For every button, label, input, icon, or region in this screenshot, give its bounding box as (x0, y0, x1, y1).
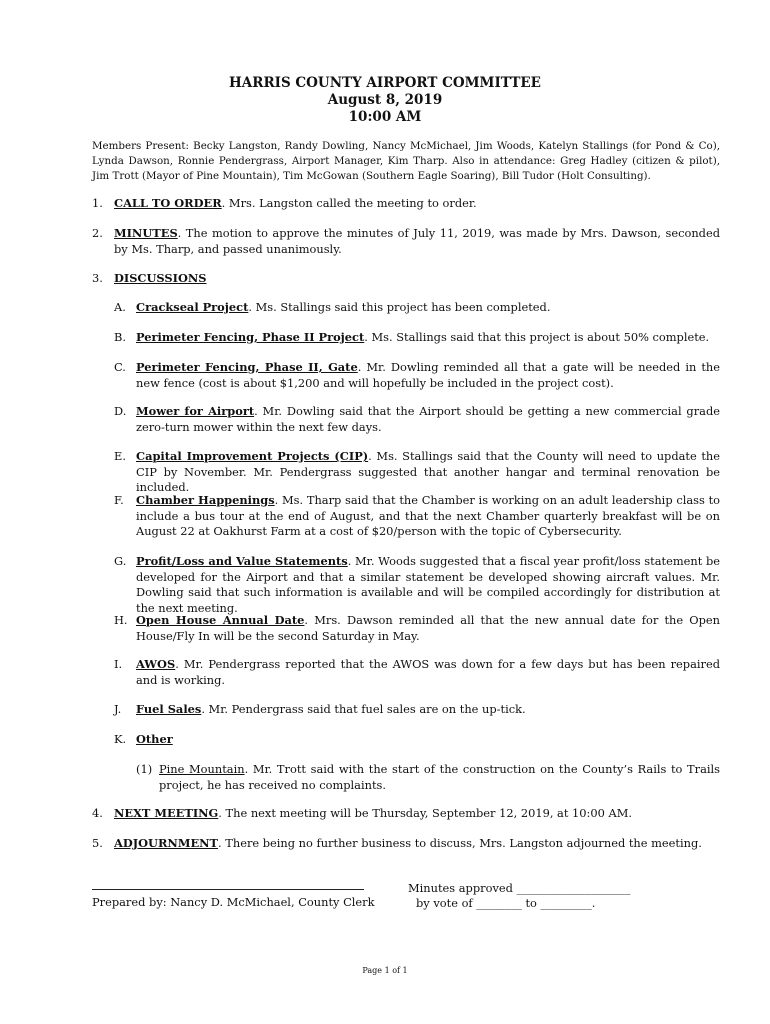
discussion-heading: Other (136, 732, 173, 746)
discussion-heading: Mower for Airport (136, 404, 255, 418)
discussion-text: . Ms. Stallings said that this project is about 50% complete. (364, 330, 710, 344)
prepared-by: Prepared by: Nancy D. McMichael, County Clerk (92, 895, 375, 909)
item-heading: DISCUSSIONS (114, 271, 207, 285)
other-item-heading: Pine Mountain (159, 762, 245, 776)
discussion-letter: H. (114, 613, 128, 627)
discussion-text: . Mr. Dowling reminded all that a gate will be needed in the new fence (cost is about $1,200 and will hopefully be included in the project cost). (136, 360, 721, 390)
minutes-approved: Minutes approved ____________________ (408, 881, 631, 895)
discussion-text: . Ms. Tharp said that the Chamber is working on an adult leadership class to include a bus tour at the end of August, and that the next Chamber quarterly breakfast will be on August 22 at Oakhurst Farm at a cost of $20/person with the topic of Cybersecurity. (136, 493, 720, 538)
discussion-text: . Mrs. Dawson reminded all that the new annual date for the Open House/Fly In will be the second Saturday in May. (136, 613, 720, 643)
discussion-text: . Mr. Woods suggested that a fiscal year profit/loss statement be developed for the Airport and that a similar statement be developed showing aircraft values. Mr. Dowling said that such information is available and will be compiled accordingly for distribution at the next meeting. (136, 554, 721, 615)
page-number: Page 1 of 1 (362, 966, 408, 975)
meeting-date: August 8, 2019 (327, 92, 443, 108)
item-text: . Mrs. Langston called the meeting to order. (221, 196, 477, 210)
item-number: 4. (92, 806, 103, 820)
discussion-text: . Ms. Stallings said this project has been completed. (248, 300, 551, 314)
item-heading: MINUTES (114, 226, 178, 240)
item-heading: CALL TO ORDER (114, 196, 222, 210)
discussion-heading: Fuel Sales (136, 702, 202, 716)
item-text: . There being no further business to discuss, Mrs. Langston adjourned the meeting. (218, 836, 702, 850)
discussion-text: . Mr. Pendergrass reported that the AWOS was down for a few days but has been repaired and is working. (136, 657, 720, 687)
discussion-letter: E. (114, 449, 126, 463)
item-number: 1. (92, 196, 103, 210)
discussion-letter: K. (114, 732, 127, 746)
discussion-heading: Profit/Loss and Value Statements (136, 554, 348, 568)
discussion-heading: AWOS (136, 657, 176, 671)
discussion-letter: J. (114, 702, 122, 716)
discussion-heading: Perimeter Fencing, Phase II Project (136, 330, 365, 344)
discussion-text: . Ms. Stallings said that the County will need to update the CIP by November. Mr. Pendergrass suggested that another hangar and terminal renovation be included. (136, 449, 721, 494)
discussion-heading: Crackseal Project (136, 300, 249, 314)
discussion-heading: Capital Improvement Projects (CIP) (136, 449, 369, 463)
vote-count: by vote of ________ to _________. (416, 896, 596, 910)
other-item-number: (1) (136, 762, 153, 776)
other-item-text: . Mr. Trott said with the start of the construction on the County’s Rails to Trails project, he has received no complaints. (159, 762, 721, 792)
members-present: Members Present: Becky Langston, Randy Dowling, Nancy McMichael, Jim Woods, Katelyn Stallings (for Pond & Co), Lynda Dawson, Ronnie Pendergrass, Airport Manager, Kim Tharp. Also in attendance: Greg Hadley (citizen & pilot), Jim Trott (Mayor of Pine Mountain), Tim McGowan (Southern Eagle Soaring), Bill Tudor (Holt Consulting). (92, 140, 720, 182)
discussion-letter: A. (114, 300, 126, 314)
discussion-letter: F. (114, 493, 124, 507)
signature-line (92, 889, 364, 890)
discussion-heading: Open House Annual Date (136, 613, 305, 627)
item-number: 3. (92, 271, 103, 285)
item-text: . The next meeting will be Thursday, September 12, 2019, at 10:00 AM. (218, 806, 633, 820)
item-heading: ADJOURNMENT (114, 836, 219, 850)
discussion-text: . Mr. Pendergrass said that fuel sales are on the up-tick. (201, 702, 526, 716)
discussion-heading: Perimeter Fencing, Phase II, Gate (136, 360, 358, 374)
discussion-letter: I. (114, 657, 123, 671)
discussion-text: . Mr. Dowling said that the Airport should be getting a new commercial grade zero-turn mower within the next few days. (136, 404, 720, 434)
discussion-letter: C. (114, 360, 126, 374)
discussion-heading: Chamber Happenings (136, 493, 275, 507)
meeting-time: 10:00 AM (348, 109, 422, 125)
committee-title: HARRIS COUNTY AIRPORT COMMITTEE (229, 75, 541, 91)
item-number: 2. (92, 226, 103, 240)
discussion-letter: D. (114, 404, 127, 418)
discussion-letter: B. (114, 330, 126, 344)
item-heading: NEXT MEETING (114, 806, 219, 820)
discussion-letter: G. (114, 554, 127, 568)
item-text: . The motion to approve the minutes of July 11, 2019, was made by Mrs. Dawson, seconded by Ms. Tharp, and passed unanimously. (114, 226, 720, 256)
item-number: 5. (92, 836, 103, 850)
document-header (0, 75, 770, 126)
